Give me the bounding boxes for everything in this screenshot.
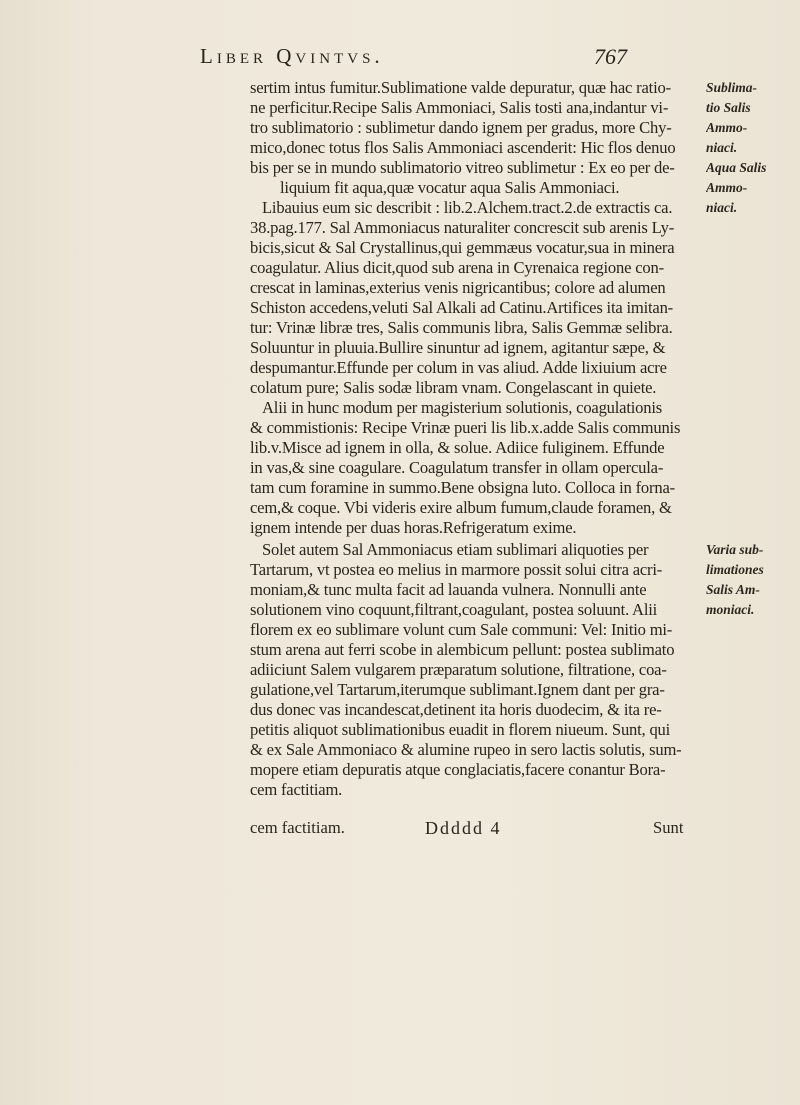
page-footer (250, 818, 710, 842)
text-line: crescat in laminas,exterius venis nigricantibus; colore ad alumen (250, 278, 666, 297)
margin-note: moniaci. (706, 602, 755, 617)
text-line: tam cum foramine in summo.Bene obsigna luto. Colloca in forna- (250, 478, 675, 497)
text-line: 38.pag.177. Sal Ammoniacus naturaliter concrescit sub arenis Ly- (250, 218, 675, 237)
page-number: 767 (594, 44, 627, 69)
margin-note: Aqua Salis (706, 160, 767, 175)
margin-note: Ammo- (706, 120, 748, 135)
margin-note: Sublima- (706, 80, 758, 95)
text-line: bicis,sicut & Sal Crystallinus,qui gemmæus vocatur,sua in minera (250, 238, 675, 257)
margin-note: Ammo- (706, 180, 748, 195)
margin-note: tio Salis (706, 100, 751, 115)
catchword: Sunt (653, 818, 684, 837)
text-line: tur: Vrinæ libræ tres, Salis communis libra, Salis Gemmæ selibra. (250, 318, 673, 337)
text-line: ignem intende per duas horas.Refrigeratum exime. (250, 518, 577, 537)
text-line: stum arena aut ferri scobe in alembicum pellunt: postea sublimato (250, 640, 675, 659)
running-head: Liber Qvintvs. (200, 44, 384, 68)
text-line: Schiston accedens,veluti Sal Alkali ad Catinu.Artifices ita imitan- (250, 298, 674, 317)
text-line: mico,donec totus flos Salis Ammoniaci ascenderit: Hic flos denuo (250, 138, 676, 157)
text-line: despumantur.Effunde per colum in vas aliud. Adde lixiuium acre (250, 358, 667, 377)
text-line: adiiciunt Salem vulgarem præparatum solutione, filtratione, coa- (250, 660, 667, 679)
text-line: Tartarum, vt postea eo melius in marmore possit solui citra acri- (250, 560, 663, 579)
final-line: cem factitiam. (250, 818, 345, 837)
margin-note: Varia sub- (706, 542, 764, 557)
text-line: lib.v.Misce ad ignem in olla, & solue. Adiice fuliginem. Effunde (250, 438, 665, 457)
text-line: liquium fit aqua,quæ vocatur aqua Salis Ammoniaci. (280, 178, 620, 197)
margin-note: niaci. (706, 200, 738, 215)
text-line: gulatione,vel Tartarum,iterumque sublimant.Ignem dant per gra- (250, 680, 665, 699)
text-line: Libauius eum sic describit : lib.2.Alchem.tract.2.de extractis ca. (262, 198, 673, 217)
text-line: & ex Sale Ammoniaco & alumine rupeo in sero lactis solutis, sum- (250, 740, 682, 759)
signature-mark: Ddddd 4 (425, 818, 502, 838)
text-line: sertim intus fumitur.Sublimatione valde depuratur, quæ hac ratio- (250, 78, 671, 97)
text-line: ne perficitur.Recipe Salis Ammoniaci, Salis tosti ana,indantur vi- (250, 98, 669, 117)
margin-note: Salis Am- (706, 582, 760, 597)
text-line: florem ex eo sublimare volunt cum Sale communi: Vel: Initio mi- (250, 620, 673, 639)
margin-note: niaci. (706, 140, 738, 155)
text-line: colatum pure; Salis sodæ libram vnam. Congelascant in quiete. (250, 378, 657, 397)
text-line: cem,& coque. Vbi videris exire album fumum,claude foramen, & (250, 498, 672, 517)
text-line: dus donec vas incandescat,detinent ita horis duodecim, & ita re- (250, 700, 662, 719)
text-line: cem factitiam. (250, 780, 343, 799)
text-line: Solet autem Sal Ammoniacus etiam sublimari aliquoties per (262, 540, 649, 559)
text-line: in vas,& sine coagulare. Coagulatum transfer in ollam opercula- (250, 458, 664, 477)
text-line: mopere etiam depuratis atque conglaciatis,facere conantur Bora- (250, 760, 666, 779)
text-line: coagulatur. Alius dicit,quod sub arena in Cyrenaica regione con- (250, 258, 664, 277)
margin-note: limationes (706, 562, 764, 577)
text-line: Alii in hunc modum per magisterium solutionis, coagulationis (262, 398, 663, 417)
text-line: bis per se in mundo sublimatorio vitreo sublimetur : Ex eo per de- (250, 158, 675, 177)
text-line: Soluuntur in pluuia.Bullire sinuntur ad ignem, agitantur sæpe, & (250, 338, 666, 357)
text-line: & commistionis: Recipe Vrinæ pueri lis lib.x.adde Salis communis (250, 418, 681, 437)
text-line: moniam,& tunc multa facit ad lauanda vulnera. Nonnulli ante (250, 580, 647, 599)
text-line: tro sublimatorio : sublimetur dando ignem per gradus, more Chy- (250, 118, 672, 137)
text-line: solutionem vino coquunt,filtrant,coagulant, postea soluunt. Alii (250, 600, 658, 619)
text-line: petitis aliquot sublimationibus euadit in florem niueum. Sunt, qui (250, 720, 671, 739)
